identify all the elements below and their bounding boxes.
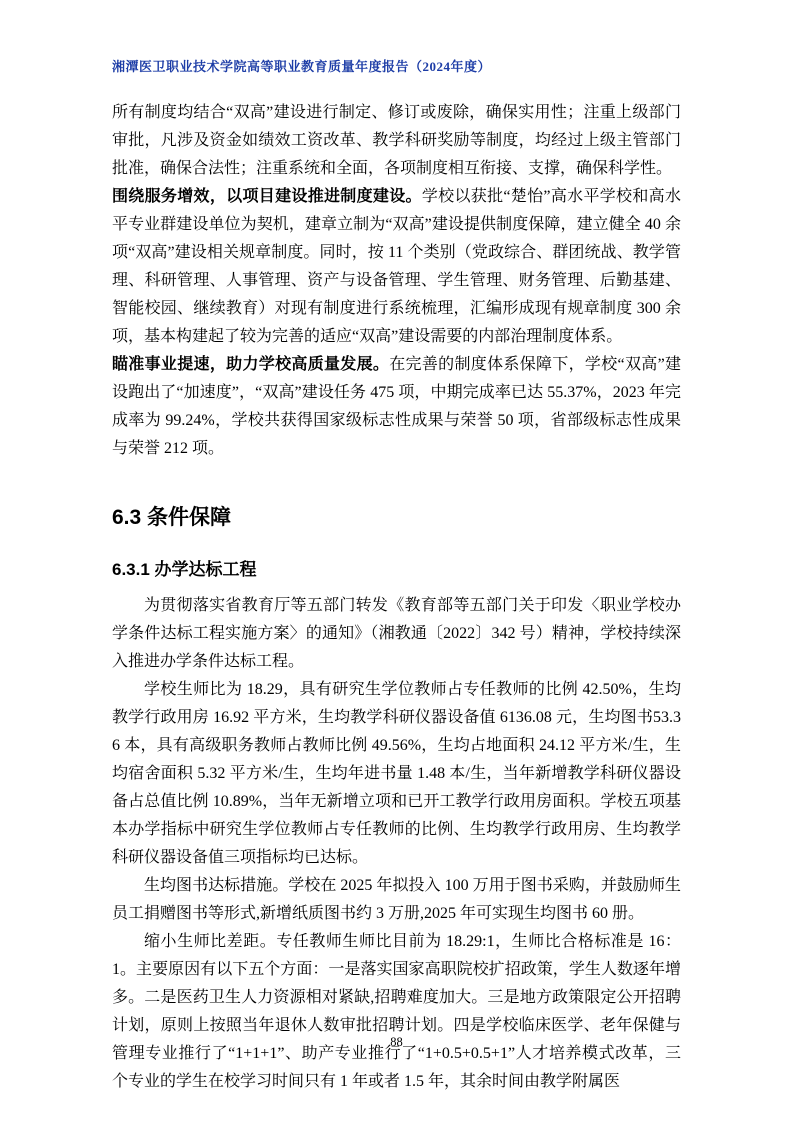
paragraph — [112, 351, 681, 463]
paragraph — [112, 592, 681, 676]
body-text: 为贯彻落实省教育厅等五部门转发《教育部等五部门关于印发〈职业学校办学条件达标工程实施方案〉的通知》（湘教通〔2022〕342 号）精神，学校持续深入推进办学条件达标工程。 — [112, 597, 681, 670]
document-content — [112, 99, 681, 1096]
body-text: 学校以获批“楚怡”高水平学校和高水平专业群建设单位为契机，建章立制为“双高”建设提供制度保障，建立健全 40 余项“双高”建设相关规章制度。同时，按 11 个类别（党政综合、群团统战、教学管理、科研管理、人事管理、资产与设备管理、学生管理、财务管理、后勤基建、智能校园、继续教育）对现有制度进行系统梳理，汇编形成现有规章制度 300 余项，基本构建起了较为完善的适应“双高”建设需要的内部治理制度体系。 — [112, 188, 681, 345]
page-number: 88 — [390, 1035, 403, 1049]
body-text: 生均图书达标措施。学校在 2025 年拟投入 100 万用于图书采购，并鼓励师生员工捐赠图书等形式,新增纸质图书约 3 万册,2025 年可实现生均图书 60 册。 — [112, 877, 681, 922]
report-title-header: 湘潭医卫职业技术学院高等职业教育质量年度报告（2024年度） — [112, 59, 492, 74]
body-text: 缩小生师比差距。专任教师生师比目前为 18.29:1，生师比合格标准是 16：1。主要原因有以下五个方面：一是落实国家高职院校扩招政策，学生人数逐年增多。二是医药卫生人力资源相对紧缺,招聘难度加大。三是地方政策限定公开招聘计划，原则上按照当年退休人数审批招聘计划。四是学校临床医学、老年保健与管理专业推行了“1+1+1”、助产专业推行了“1+0.5+0.5+1”人才培养模式改革，三个专业的学生在校学习时间只有 1 年或者 1.5 年，其余时间由教学附属医 — [112, 933, 681, 1090]
paragraph — [112, 676, 681, 872]
paragraph — [112, 99, 681, 183]
subsection-heading: 6.3.1 办学达标工程 — [112, 560, 257, 579]
section-heading: 6.3 条件保障 — [112, 506, 232, 529]
body-text: 学校生师比为 18.29，具有研究生学位教师占专任教师的比例 42.50%，生均教学行政用房 16.92 平方米，生均教学科研仪器设备值 6136.08 元，生均图书53.36 本，具有高级职务教师占教师比例 49.56%，生均占地面积 24.12 平方米/生，生均宿舍面积 5.32 平方米/生，生均年进书量 1.48 本/生，当年新增教学科研仪器设备占总值比例 10.89%，当年无新增立项和已开工教学行政用房面积。学校五项基本办学指标中研究生学位教师占专任教师的比例、生均教学行政用房、生均教学科研仪器设备值三项指标均已达标。 — [112, 681, 681, 866]
paragraph — [112, 928, 681, 1096]
body-text: 在完善的制度体系保障下，学校“双高”建设跑出了“加速度”，“双高”建设任务 475 项，中期完成率已达 55.37%，2023 年完成率为 99.24%，学校共获得国家级标志性成果与荣誉 50 项，省部级标志性成果与荣誉 212 项。 — [112, 356, 681, 457]
body-text: 所有制度均结合“双高”建设进行制定、修订或废除，确保实用性；注重上级部门审批，凡涉及资金如绩效工资改革、教学科研奖励等制度，均经过上级主管部门批准，确保合法性；注重系统和全面，各项制度相互衔接、支撑，确保科学性。 — [112, 104, 681, 177]
paragraph — [112, 872, 681, 928]
bold-lead-text: 围绕服务增效，以项目建设推进制度建设。 — [112, 188, 422, 205]
bold-lead-text: 瞄准事业提速，助力学校高质量发展。 — [112, 356, 390, 373]
paragraph — [112, 183, 681, 351]
